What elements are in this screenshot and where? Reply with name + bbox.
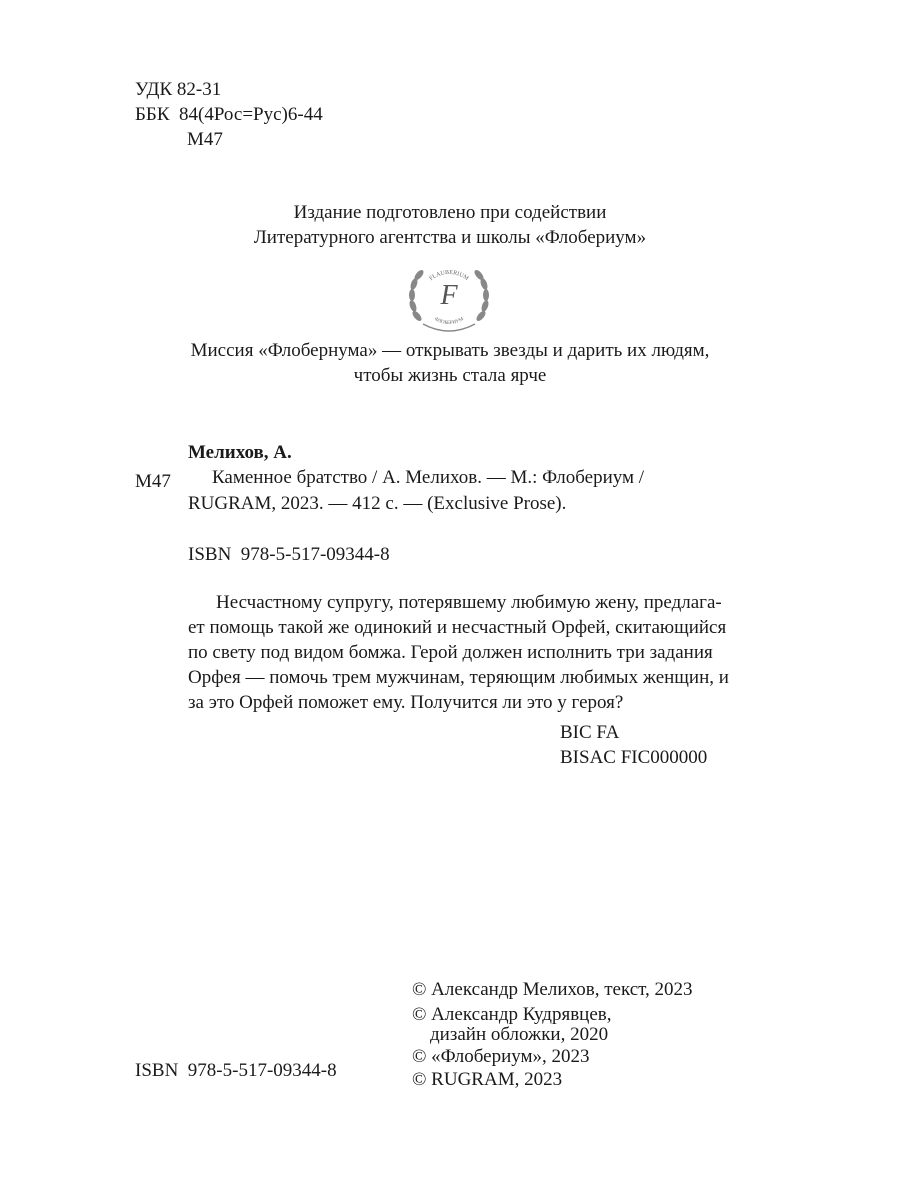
bic-code: BIC FA	[560, 722, 620, 743]
mission-line-2: чтобы жизнь стала ярче	[353, 365, 547, 386]
annotation-line: ет помощь такой же одинокий и несчастный Орфей, скитающийся	[188, 617, 727, 638]
author-mark-side: М47	[135, 471, 171, 492]
svg-text:ФЛОБЕРИУМ	[433, 317, 465, 326]
annotation-line: по свету под видом бомжа. Герой должен исполнить три задания	[188, 642, 713, 663]
flauberium-laurel-emblem-icon	[403, 258, 495, 338]
annotation-line: Несчастному супругу, потерявшему любимую жену, предлага-	[216, 592, 722, 613]
copyright-line: © Александр Кудрявцев,	[412, 1004, 612, 1025]
logo-letter: F	[440, 280, 458, 311]
author-mark-top: М47	[187, 129, 223, 150]
copyright-line: © RUGRAM, 2023	[412, 1069, 563, 1090]
support-note-line-2: Литературного агентства и школы «Флобериум»	[253, 227, 647, 248]
logo-arc-bottom: ФЛОБЕРИУМ	[433, 316, 465, 327]
annotation-line: за это Орфей поможет ему. Получится ли это у героя?	[188, 692, 624, 713]
support-note-line-1: Издание подготовлено при содействии	[293, 202, 607, 223]
annotation-paragraph	[188, 590, 738, 715]
mission-line-1: Миссия «Флобернума» — открывать звезды и дарить их людям,	[190, 340, 710, 361]
isbn-record: ISBN 978-5-517-09344-8	[188, 544, 390, 565]
annotation-line: Орфея — помочь трем мужчинам, теряющим любимых женщин, и	[188, 667, 729, 688]
copyright-line: © Александр Мелихов, текст, 2023	[412, 979, 693, 1000]
bibliographic-line-1: Каменное братство / А. Мелихов. — М.: Флобериум /	[212, 467, 645, 488]
isbn-footer: ISBN 978-5-517-09344-8	[135, 1060, 337, 1081]
bibliographic-line-2: RUGRAM, 2023. — 412 с. — (Exclusive Prose).	[188, 493, 567, 514]
bbk-code: ББК 84(4Рос=Рус)6-44	[135, 104, 323, 125]
author-heading: Мелихов, А.	[188, 442, 292, 463]
udk-code: УДК 82-31	[135, 79, 222, 100]
bisac-code: BISAC FIC000000	[560, 747, 708, 768]
copyright-line: дизайн обложки, 2020	[430, 1024, 609, 1045]
copyright-line: © «Флобериум», 2023	[412, 1046, 590, 1067]
logo-arc-top: FLAUBERIUM	[428, 269, 470, 283]
